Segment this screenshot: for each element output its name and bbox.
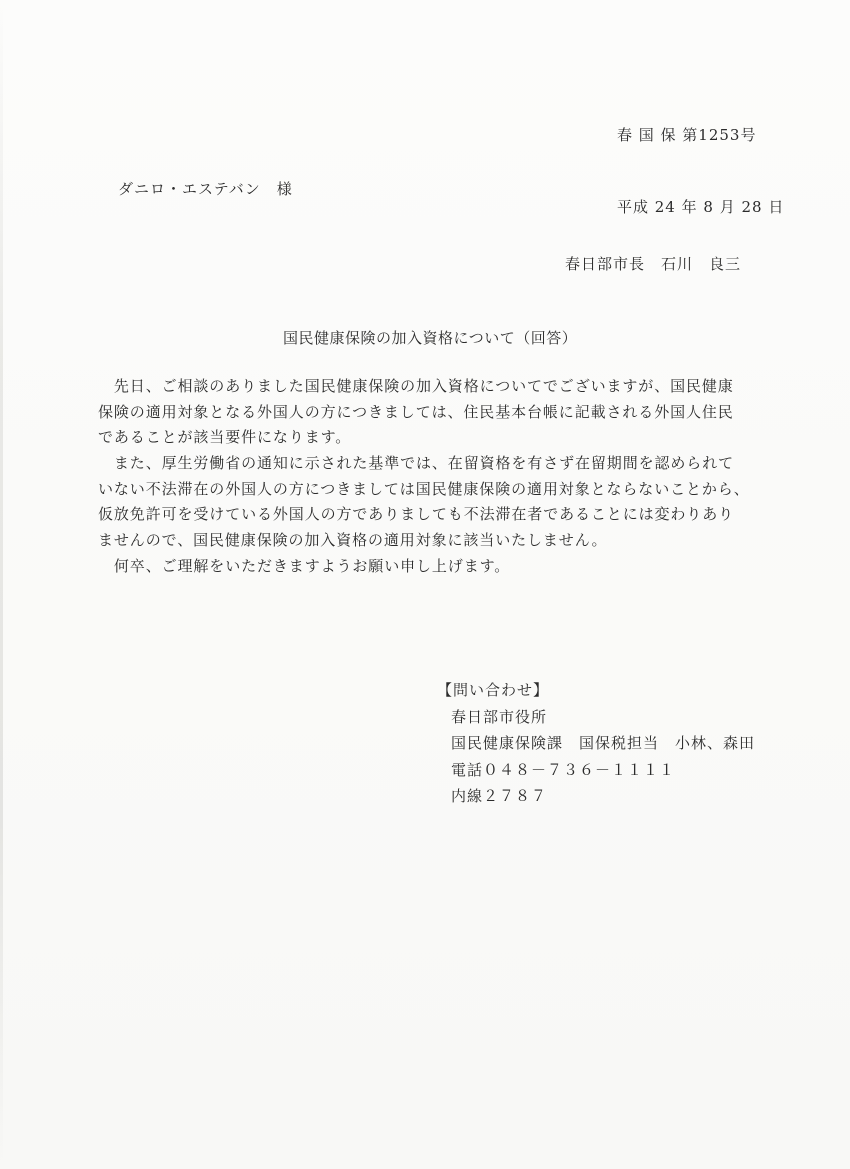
document-reference-block bbox=[617, 75, 784, 267]
document-subject: 国民健康保険の加入資格について（回答） bbox=[283, 329, 578, 347]
body-line: ませんので、国民健康保険の加入資格の適用対象に該当いたしません。 bbox=[98, 531, 608, 550]
body-line: 仮放免許可を受けている外国人の方でありましても不法滞在者であることには変わりあり bbox=[98, 505, 735, 524]
letter-body bbox=[98, 374, 788, 580]
body-line: また、厚生労働省の通知に示された基準では、在留資格を有さず在留期間を認められて bbox=[98, 454, 735, 473]
contact-extension: 内線２７８７ bbox=[451, 787, 548, 805]
body-line: いない不法滞在の外国人の方につきましては国民健康保険の適用対象とならないことから、 bbox=[98, 479, 750, 498]
scan-edge-shadow bbox=[0, 0, 3, 1169]
issue-date: 平成 24 年 8 月 28 日 bbox=[617, 198, 785, 216]
body-line: 何卒、ご理解をいただきますようお願い申し上げます。 bbox=[98, 556, 511, 575]
body-line: であることが該当要件になります。 bbox=[98, 428, 352, 447]
reference-number: 春 国 保 第1253号 bbox=[617, 126, 757, 144]
body-line: 保険の適用対象となる外国人の方につきましては、住民基本台帳に記載される外国人住民 bbox=[98, 402, 734, 421]
contact-block bbox=[437, 677, 755, 810]
addressee: ダニロ・エステバン 様 bbox=[118, 180, 293, 198]
body-line: 先日、ご相談のありました国民健康保険の加入資格についてでございますが、国民健康 bbox=[98, 377, 734, 395]
contact-office: 春日部市役所 bbox=[451, 707, 548, 726]
contact-phone: 電話０４８－７３６－１１１１ bbox=[451, 760, 676, 779]
sender: 春日部市長 石川 良三 bbox=[565, 255, 742, 273]
contact-department: 国民健康保険課 国保税担当 小林、森田 bbox=[451, 734, 756, 752]
contact-heading: 【問い合わせ】 bbox=[437, 681, 550, 699]
